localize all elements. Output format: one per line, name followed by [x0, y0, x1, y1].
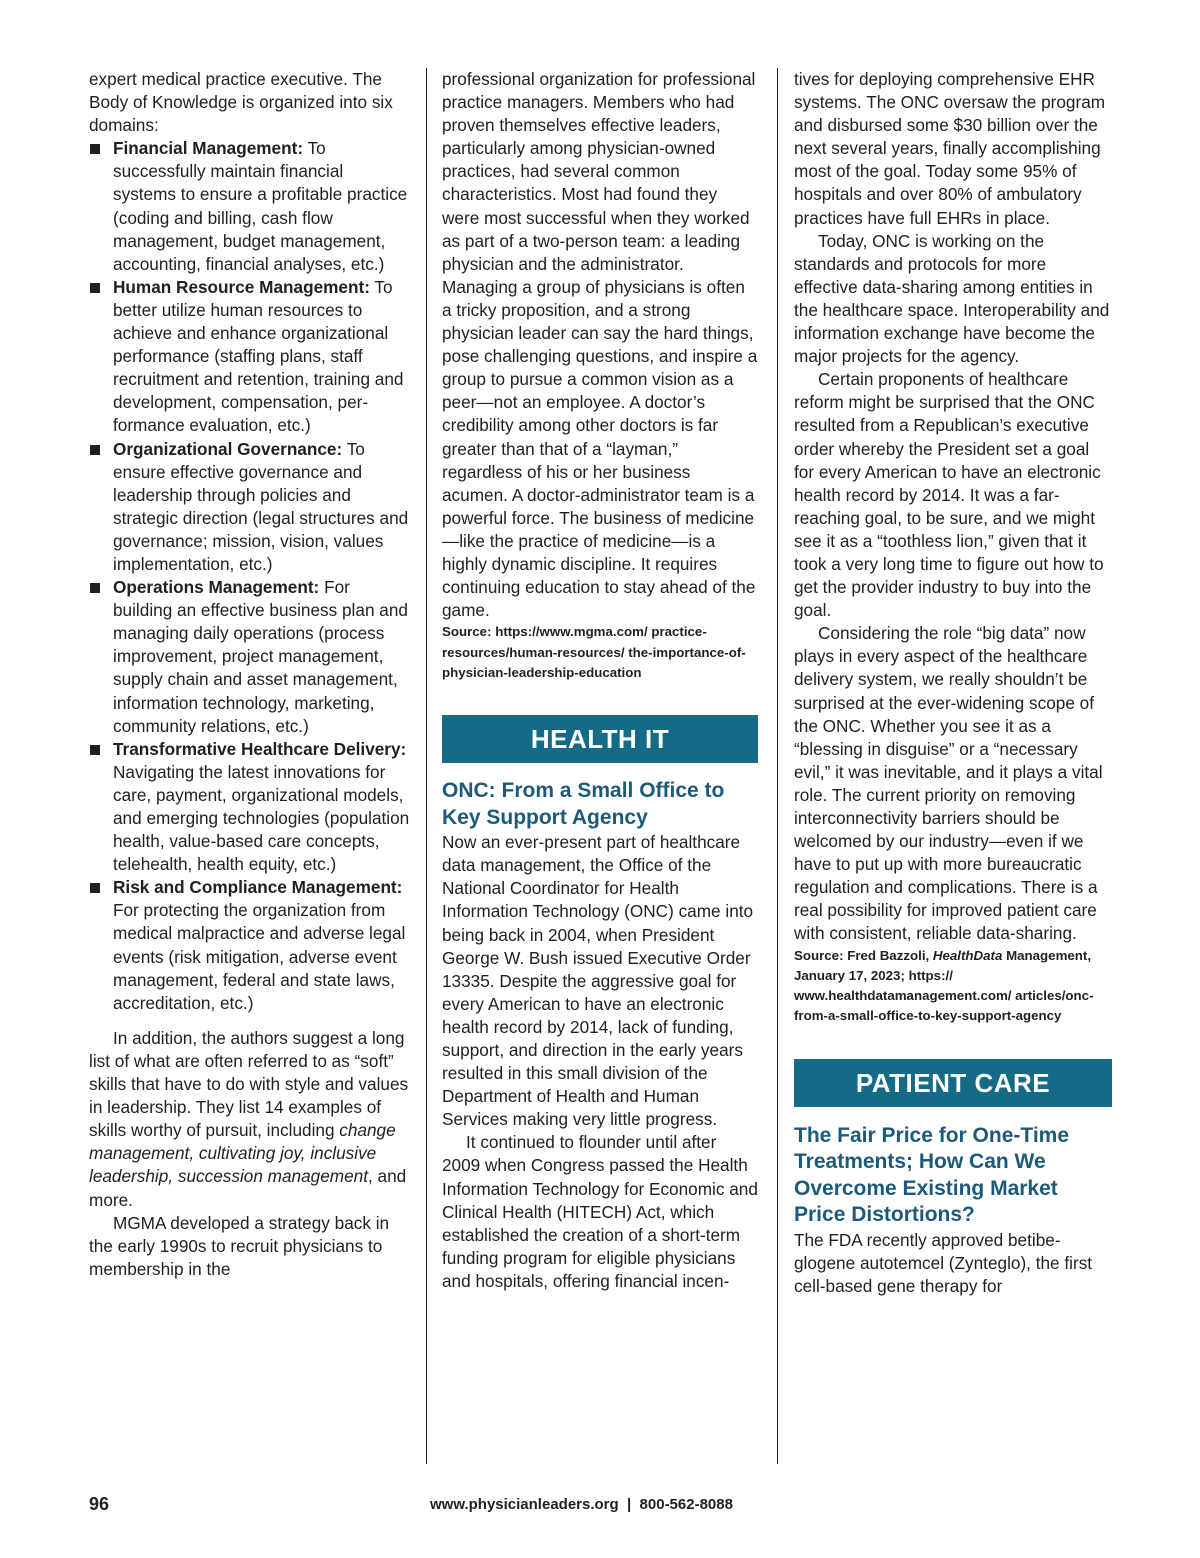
column-3	[794, 68, 1112, 1298]
list-item-title: Human Resource Management:	[113, 276, 370, 297]
section-banner-health-it: HEALTH IT	[442, 715, 758, 763]
square-bullet-icon	[90, 144, 100, 154]
list-item-title: Organizational Governance:	[113, 438, 343, 459]
list-item-text: To better utilize human resources to achieve and enhance organizational performance (staffing plans, staff recruitment and retention, training and development, compensation, performance evaluation, etc.)	[113, 276, 404, 436]
list-item-title: Operations Management:	[113, 577, 320, 598]
column-1	[89, 68, 411, 1281]
square-bullet-icon	[90, 283, 100, 293]
list-item-text: For protecting the organization from medical malpractice and adverse legal events (risk mitigation, adverse event management, federal and state laws, accreditation, etc.)	[113, 900, 406, 1013]
source-citation: Source: Fred Bazzoli, HealthData Management, January 17, 2023; https:// www.healthdatamanagement.com/ articles/onc-from-a-small-office-to-key-support-agency	[794, 947, 1094, 1024]
section-banner-patient-care: PATIENT CARE	[794, 1059, 1112, 1107]
list-item-title: Financial Management:	[113, 138, 304, 159]
square-bullet-icon	[90, 583, 100, 593]
footer-contact: www.physicianleaders.org | 800-562-8088	[430, 1496, 733, 1513]
body-paragraph: The FDA recently approved betibeglogene autotemcel (Zynteglo), the first cell-based gene therapy for	[794, 1229, 1093, 1296]
column-divider	[777, 68, 778, 1464]
list-item-title: Transformative Healthcare Delivery:	[113, 738, 407, 759]
list-item	[89, 137, 411, 276]
body-paragraph: Considering the role “big data” now plays in every aspect of the healthcare delivery system, we really shouldn’t be surprised at the ever-widening scope of the ONC. Whether you see it as a “blessing in disguise” or a “necessary evil,” it was inevitable, and it plays a vital role. The current priority on removing interconnectivity barriers should be welcomed by our industry—even if we have to put up with more bureaucratic regulation and complications. There is a real possibility for improved patient care with consistent, reliable data-sharing.	[794, 623, 1103, 944]
body-paragraph: In addition, the authors suggest a long list of what are often referred to as “soft” skills that have to do with style and values in leadership. They list 14 examples of skills worthy of pursuit, including change management, cultivating joy, inclusive leadership, succession management, and more.	[89, 1027, 409, 1210]
article-headline: The Fair Price for One-Time Treatments; How Can We Overcome Existing Market Price Distortions?	[794, 1123, 1070, 1227]
italic-skills: change management, cultivating joy, inclusive leadership, succession management	[89, 1120, 396, 1187]
list-item	[89, 876, 411, 1015]
list-item-text: Navigating the latest innovations for care, payment, organizational models, and emerging technologies (population health, value-based care concepts, telehealth, health equity, etc.)	[113, 761, 410, 875]
list-item-text: For building an effective business plan and managing daily operations (process improvement, project management, supply chain and asset management, information technology, marketing, community relations, etc.)	[113, 577, 408, 736]
source-citation: Source: https://www.mgma.com/ practice-resources/human-resources/ the-importance-of-physician-leadership-education	[442, 624, 746, 680]
body-paragraph: MGMA developed a strategy back in the early 1990s to recruit physicians to membership in the	[89, 1212, 390, 1279]
list-item	[89, 576, 411, 738]
domain-list	[89, 137, 411, 1015]
column-2	[442, 68, 758, 1293]
square-bullet-icon	[90, 745, 100, 755]
list-item-text: To successfully maintain financial systems to ensure a profitable practice (coding and billing, cash flow management, budget management, accounting, financial analyses, etc.)	[113, 138, 408, 274]
publication-name: HealthData	[932, 947, 1003, 963]
article-headline: ONC: From a Small Office to Key Support Agency	[442, 779, 725, 829]
column-divider	[426, 68, 427, 1464]
body-paragraph: tives for deploying comprehensive EHR systems. The ONC oversaw the program and disbursed some $30 billion over the next several years, finally accomplishing most of the goal. Today some 95% of hospitals and over 80% of ambulatory practices have full EHRs in place.	[794, 69, 1106, 228]
body-paragraph: professional organization for professional practice managers. Members who had proven themselves effective leaders, particularly among physician-owned practices, had several common characteristics. Most had found they were most successful when they worked as part of a two-person team: a leading physician and the administrator. Managing a group of physicians is often a tricky proposition, and a strong physician leader can say the hard things, pose challenging questions, and inspire a group to pursue a common vision as a peer—not an employee. A doctor’s credibility among other doctors is far greater than that of a “layman,” regardless of his or her business acumen. A doctor-administrator team is a powerful force. The business of medicine—like the practice of medicine—is a highly dynamic discipline. It requires continuing education to stay ahead of the game.	[442, 69, 758, 621]
list-item-text: To ensure effective governance and leadership through policies and strategic direction (legal structures and governance; mission, vision, values implementation, etc.)	[113, 438, 409, 574]
body-paragraph: Certain proponents of healthcare reform might be surprised that the ONC resulted from a Republican’s executive order whereby the President set a goal for every American to have an electronic health record by 2014. It was a far-reaching goal, to be sure, and we might see it as a “toothless lion,” given that it took a very long time to figure out how to get the provider industry to buy into the goal.	[794, 369, 1104, 621]
square-bullet-icon	[90, 883, 100, 893]
body-paragraph: Now an ever-present part of healthcare data management, the Office of the National Coordinator for Health Information Technology (ONC) came into being back in 2004, when President George W. Bush issued Executive Order 13335. Despite the aggressive goal for every American to have an electronic health record by 2014, lack of funding, support, and direction in the early years resulted in this small division of the Department of Health and Human Services making very little progress.	[442, 832, 754, 1130]
list-item	[89, 738, 411, 877]
page-number: 96	[89, 1494, 110, 1514]
list-item	[89, 276, 411, 438]
list-item	[89, 438, 411, 577]
list-item-title: Risk and Compliance Management:	[113, 877, 403, 898]
square-bullet-icon	[90, 445, 100, 455]
body-paragraph: It continued to flounder until after 2009 when Congress passed the Health Information Technology for Economic and Clinical Health (HITECH) Act, which established the creation of a short-term funding program for eligible physicians and hospitals, offering financial incen-	[442, 1132, 758, 1291]
body-paragraph: Today, ONC is working on the standards and protocols for more effective data-sharing among entities in the healthcare space. Interoperability and information exchange have become the major projects for the agency.	[794, 230, 1110, 367]
body-paragraph: expert medical practice executive. The Body of Knowledge is organized into six domains:	[89, 69, 393, 136]
